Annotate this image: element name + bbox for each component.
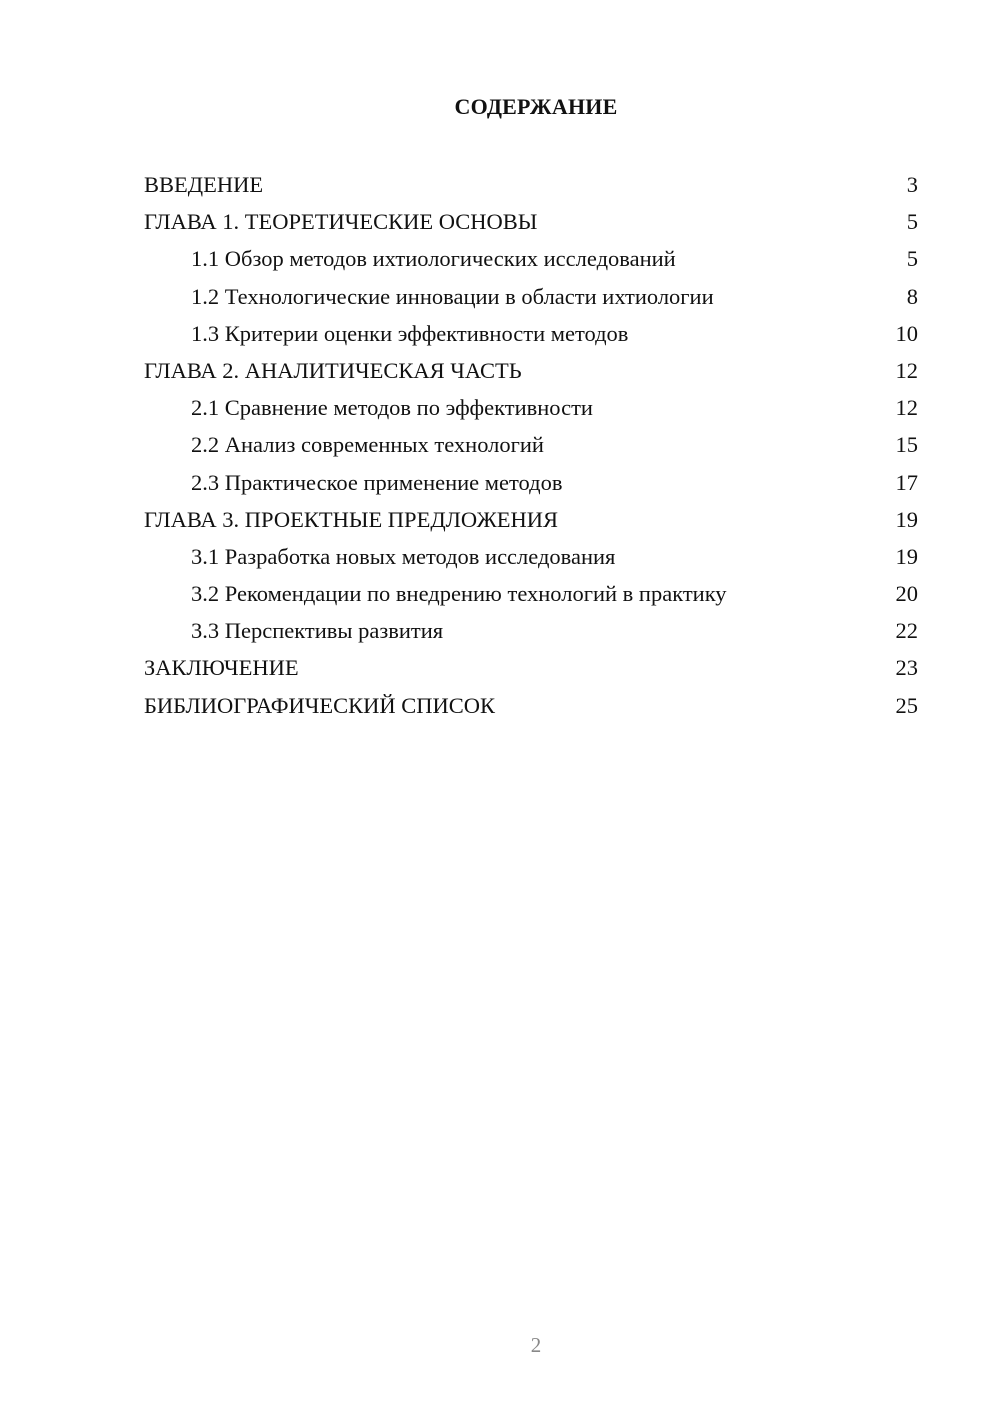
toc-entry-page-number: 17 bbox=[895, 469, 918, 495]
toc-entry[interactable] bbox=[144, 166, 918, 203]
toc-entry-page-number: 5 bbox=[906, 209, 918, 235]
toc-entry-page-number: 25 bbox=[895, 692, 918, 718]
toc-entry-label: ВВЕДЕНИЕ bbox=[144, 172, 264, 197]
page-title: СОДЕРЖАНИЕ bbox=[454, 94, 618, 119]
toc-entry-page-number: 23 bbox=[895, 655, 918, 681]
toc-entry[interactable] bbox=[144, 649, 918, 686]
toc-entry-label: ГЛАВА 3. ПРОЕКТНЫЕ ПРЕДЛОЖЕНИЯ bbox=[144, 506, 559, 532]
toc-entry-label: 2.1 Сравнение методов по эффективности bbox=[191, 395, 593, 421]
toc-entry[interactable] bbox=[144, 352, 918, 389]
toc-entry-page-number: 19 bbox=[895, 506, 918, 532]
toc-entry-label: 2.3 Практическое применение методов bbox=[191, 469, 563, 495]
toc-entry-label: 3.1 Разработка новых методов исследования bbox=[191, 543, 616, 569]
toc-entry-label: 2.2 Анализ современных технологий bbox=[191, 432, 544, 458]
toc-entry-page-number: 3 bbox=[906, 172, 918, 197]
toc-entry-page-number: 22 bbox=[895, 618, 918, 644]
toc-entry[interactable] bbox=[144, 278, 918, 315]
toc-entry-page-number: 15 bbox=[895, 432, 918, 458]
toc-entry-label: 3.3 Перспективы развития bbox=[191, 618, 444, 644]
toc-entry[interactable] bbox=[144, 426, 918, 463]
toc-entry-page-number: 12 bbox=[895, 357, 918, 383]
toc-entry-page-number: 12 bbox=[895, 395, 918, 421]
toc-entry[interactable] bbox=[144, 240, 918, 277]
toc-entry-label: 1.1 Обзор методов ихтиологических исследований bbox=[191, 246, 676, 272]
table-of-contents bbox=[144, 166, 918, 724]
toc-entry-label: ГЛАВА 1. ТЕОРЕТИЧЕСКИЕ ОСНОВЫ bbox=[144, 209, 538, 235]
toc-entry-page-number: 20 bbox=[895, 581, 918, 607]
toc-entry-page-number: 5 bbox=[906, 246, 918, 272]
toc-entry[interactable] bbox=[144, 687, 918, 724]
toc-entry-label: БИБЛИОГРАФИЧЕСКИЙ СПИСОК bbox=[144, 692, 496, 718]
toc-entry[interactable] bbox=[144, 389, 918, 426]
toc-entry[interactable] bbox=[144, 538, 918, 575]
toc-entry-label: ГЛАВА 2. АНАЛИТИЧЕСКАЯ ЧАСТЬ bbox=[144, 357, 522, 383]
toc-entry[interactable] bbox=[144, 612, 918, 649]
toc-entry[interactable] bbox=[144, 203, 918, 240]
page-number: 2 bbox=[530, 1333, 542, 1357]
toc-entry[interactable] bbox=[144, 315, 918, 352]
toc-entry[interactable] bbox=[144, 464, 918, 501]
toc-entry-page-number: 8 bbox=[906, 283, 918, 309]
toc-entry-page-number: 10 bbox=[895, 320, 918, 346]
toc-entry-label: 1.2 Технологические инновации в области ихтиологии bbox=[191, 283, 714, 309]
toc-entry-label: ЗАКЛЮЧЕНИЕ bbox=[144, 655, 299, 681]
toc-entry[interactable] bbox=[144, 575, 918, 612]
toc-entry-page-number: 19 bbox=[895, 543, 918, 569]
toc-entry-label: 1.3 Критерии оценки эффективности методов bbox=[191, 320, 629, 346]
toc-entry[interactable] bbox=[144, 501, 918, 538]
toc-entry-label: 3.2 Рекомендации по внедрению технологий в практику bbox=[191, 581, 727, 607]
